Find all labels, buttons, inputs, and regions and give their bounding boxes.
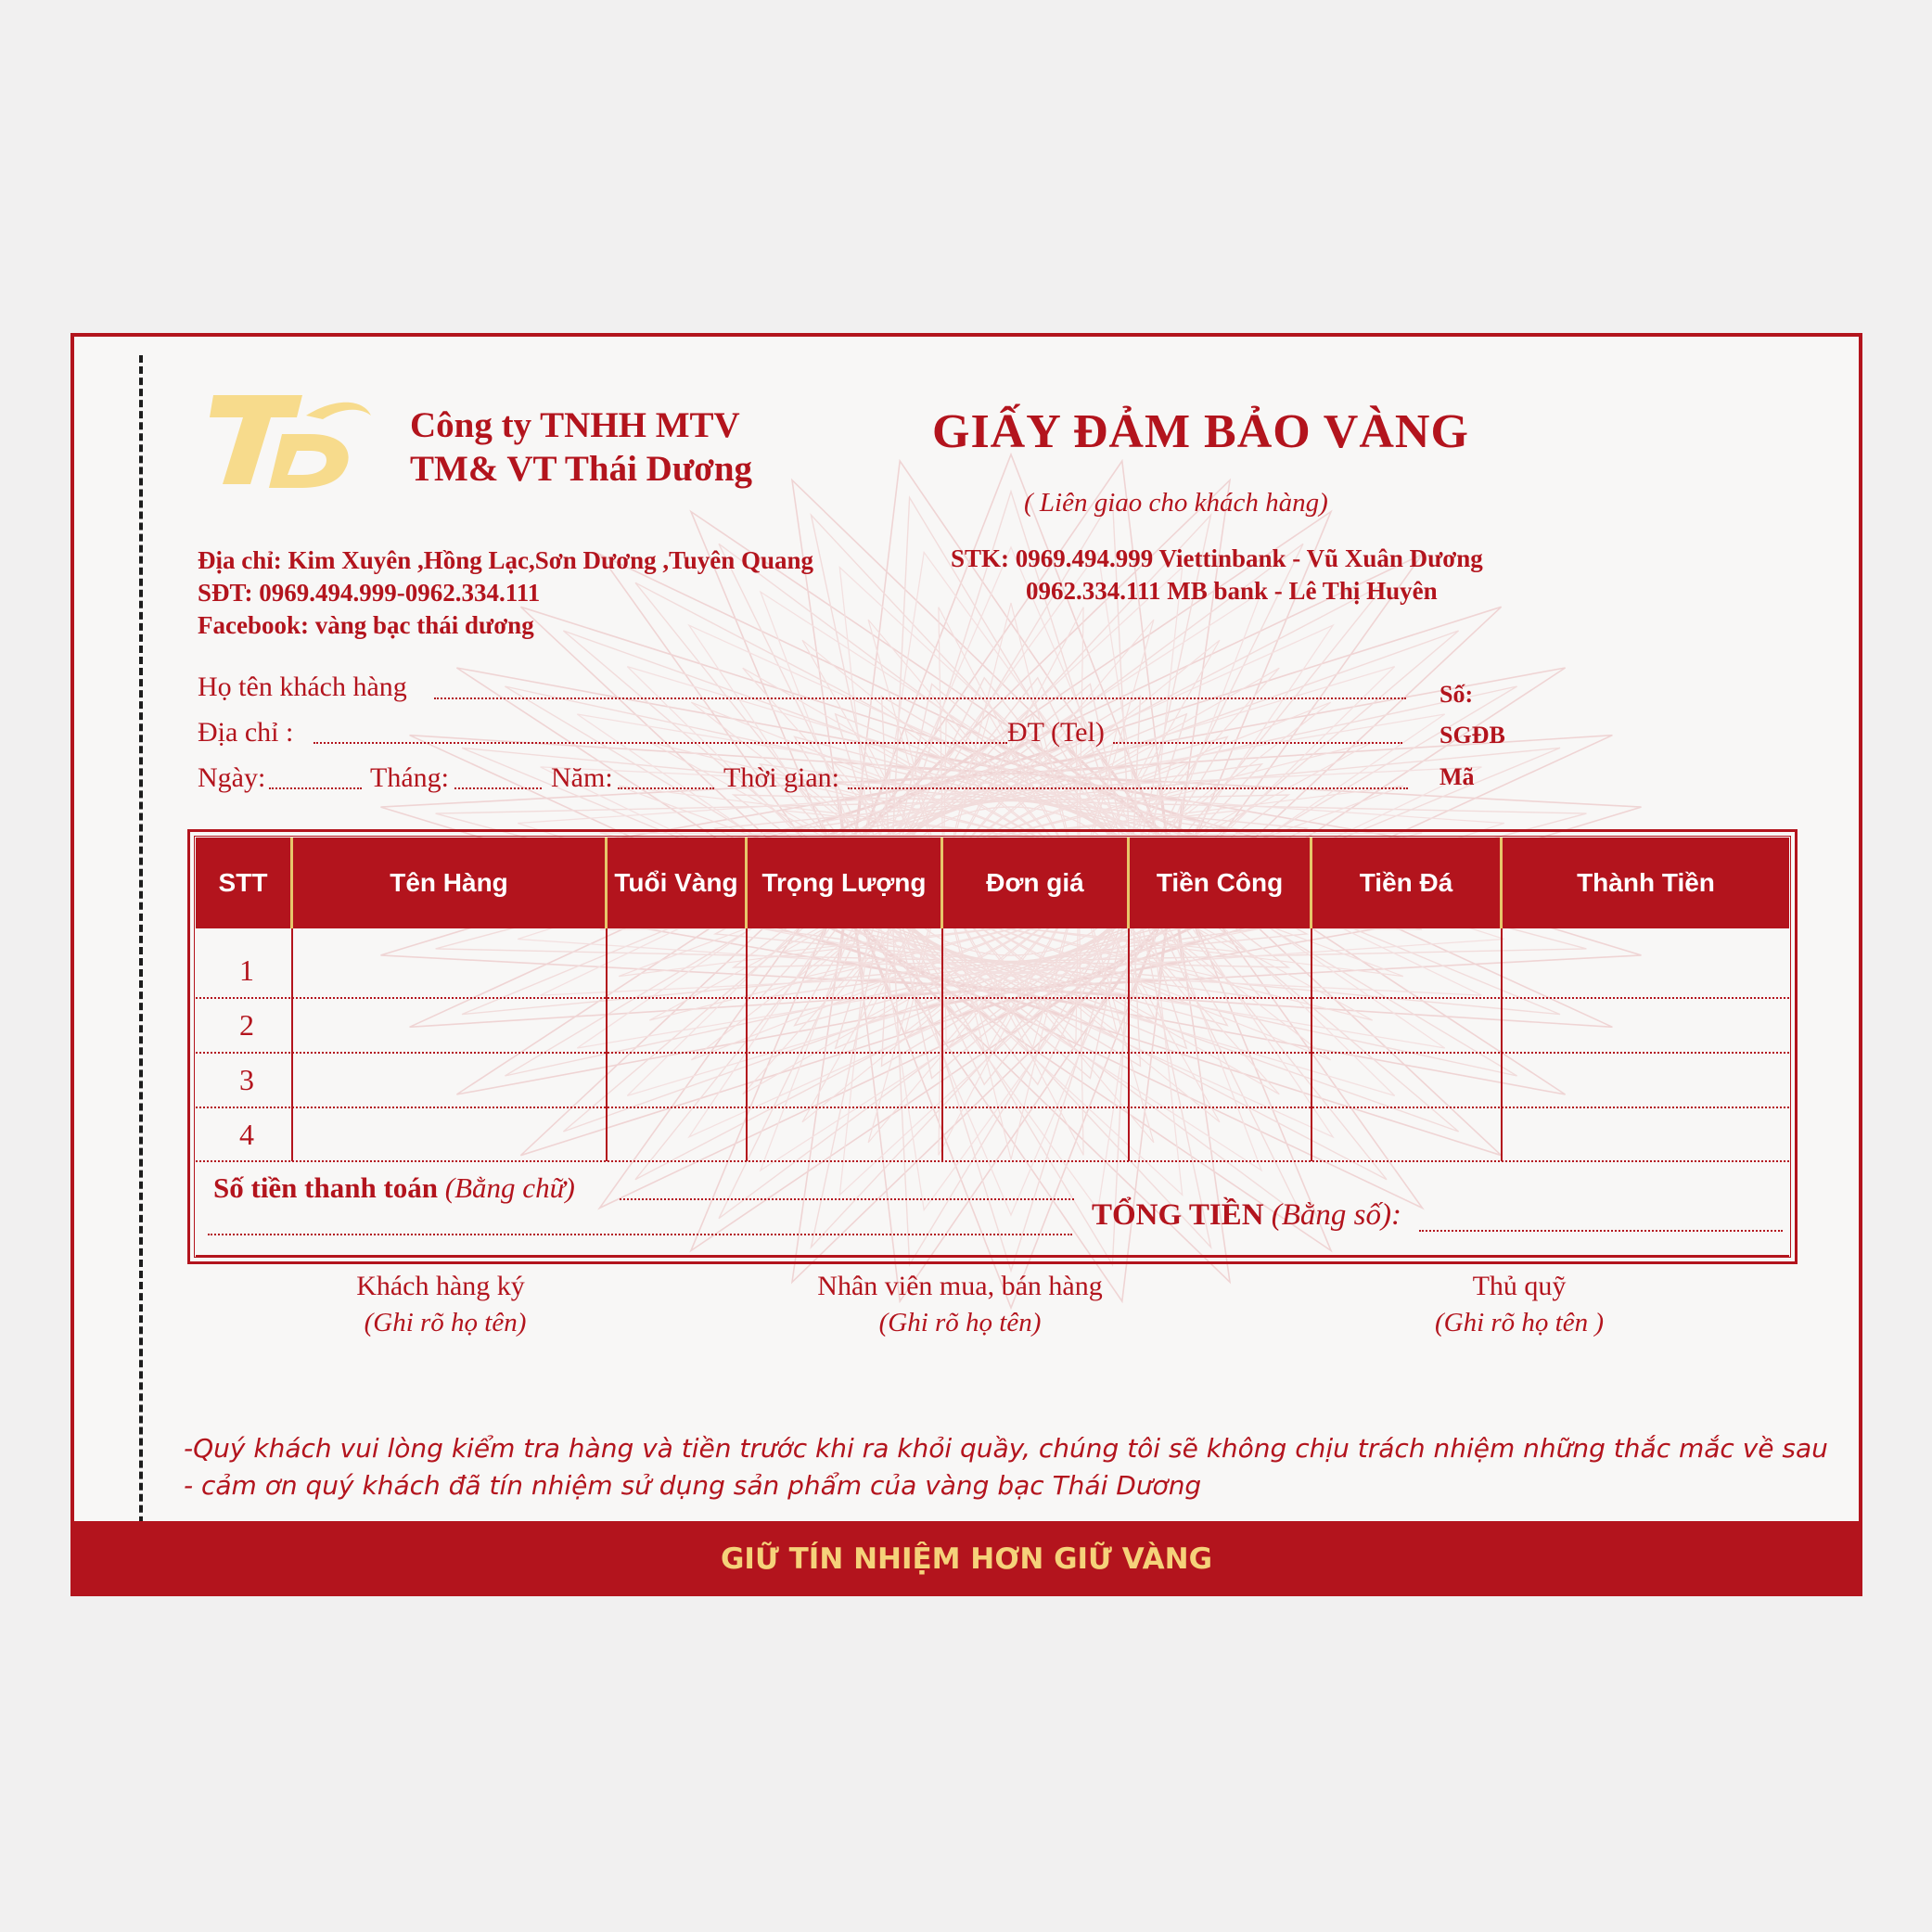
- year-label: Năm:: [551, 762, 613, 793]
- header-amount: Thành Tiền: [1577, 867, 1715, 897]
- code-label: Mã: [1439, 763, 1475, 790]
- month-label: Tháng:: [370, 762, 449, 793]
- header-stone-cost: Tiền Đá: [1359, 867, 1453, 897]
- column-divider: [1501, 928, 1503, 1161]
- signature-customer-title: Khách hàng ký: [356, 1271, 525, 1301]
- column-divider: [1311, 928, 1312, 1161]
- customer-name-input-line[interactable]: [434, 697, 1406, 699]
- header-separator: [940, 838, 943, 928]
- payment-words-input-line-2[interactable]: [208, 1234, 1072, 1235]
- signature-cashier-title: Thủ quỹ: [1472, 1271, 1567, 1301]
- document-number-label: Số:: [1439, 681, 1474, 708]
- footer-slogan: GIỮ TÍN NHIỆM HƠN GIỮ VÀNG: [720, 1542, 1213, 1576]
- header-weight: Trọng Lượng: [761, 867, 927, 897]
- header-stt: STT: [218, 867, 268, 897]
- company-phone: SĐT: 0969.494.999-0962.334.111: [198, 579, 541, 607]
- header-labor-cost: Tiền Công: [1156, 867, 1284, 897]
- column-divider: [606, 928, 608, 1161]
- address-label: Địa chỉ :: [198, 717, 294, 748]
- signature-staff-note: (Ghi rõ họ tên): [878, 1308, 1042, 1337]
- company-name-line2: TM& VT Thái Dương: [410, 449, 753, 489]
- row-divider: [196, 1107, 1789, 1108]
- signature-staff-title: Nhân viên mua, bán hàng: [817, 1271, 1103, 1301]
- time-input-line[interactable]: [848, 787, 1408, 789]
- td-monogram-logo: [206, 388, 373, 492]
- column-divider: [1128, 928, 1130, 1161]
- company-facebook: Facebook: vàng bạc thái dương: [198, 611, 534, 639]
- header-gold-purity: Tuổi Vàng: [614, 867, 738, 897]
- tel-input-line[interactable]: [1113, 742, 1402, 744]
- address-input-line[interactable]: [313, 742, 1007, 744]
- company-name-line1: Công ty TNHH MTV: [410, 405, 740, 445]
- day-input-line[interactable]: [269, 787, 362, 789]
- time-label: Thời gian:: [723, 762, 840, 793]
- table-row-number: 4: [239, 1118, 254, 1151]
- month-input-line[interactable]: [454, 787, 542, 789]
- note-line-1: -Quý khách vui lòng kiểm tra hàng và tiền trước khi ra khỏi quầy, chúng tôi sẽ không chịu trách nhiệm những thắc mắc về sau: [184, 1433, 1828, 1464]
- table-row-number: 1: [239, 953, 254, 987]
- year-input-line[interactable]: [618, 787, 714, 789]
- note-line-2: - cảm ơn quý khách đã tín nhiệm sử dụng sản phẩm của vàng bạc Thái Dương: [184, 1470, 1202, 1501]
- customer-name-label: Họ tên khách hàng: [198, 672, 407, 702]
- total-amount-input-line[interactable]: [1419, 1230, 1783, 1232]
- day-label: Ngày:: [198, 762, 266, 793]
- column-divider: [941, 928, 943, 1161]
- header-separator: [1500, 838, 1503, 928]
- row-divider: [196, 1160, 1789, 1162]
- row-divider: [196, 997, 1789, 999]
- document-subtitle: ( Liên giao cho khách hàng): [1024, 488, 1328, 518]
- bank-account-2: 0962.334.111 MB bank - Lê Thị Huyên: [1026, 577, 1438, 605]
- signature-cashier-note: (Ghi rõ họ tên ): [1434, 1308, 1605, 1337]
- row-divider: [196, 1052, 1789, 1054]
- payment-words-label: [213, 1171, 575, 1205]
- table-row-number: 2: [239, 1008, 254, 1042]
- total-amount-text: TỔNG TIỀN: [1092, 1198, 1264, 1232]
- column-divider: [746, 928, 748, 1161]
- total-amount-label: [1092, 1198, 1401, 1233]
- payment-words-note: (Bằng chữ): [444, 1171, 575, 1204]
- bank-account-1: STK: 0969.494.999 Viettinbank - Vũ Xuân Dương: [951, 544, 1483, 572]
- table-row-number: 3: [239, 1063, 254, 1096]
- header-separator: [605, 838, 608, 928]
- signature-customer-note: (Ghi rõ họ tên): [364, 1308, 527, 1337]
- header-separator: [1310, 838, 1312, 928]
- header-separator: [1127, 838, 1130, 928]
- document-title: GIẤY ĐẢM BẢO VÀNG: [932, 405, 1469, 458]
- company-address: Địa chỉ: Kim Xuyên ,Hồng Lạc,Sơn Dương ,Tuyên Quang: [198, 546, 813, 574]
- sgdb-label: SGĐB: [1439, 722, 1505, 748]
- header-separator: [290, 838, 293, 928]
- total-amount-note: (Bằng số):: [1271, 1198, 1401, 1232]
- perforation-line: [139, 355, 143, 1580]
- payment-words-input-line[interactable]: [620, 1198, 1074, 1200]
- tel-label: ĐT (Tel): [1007, 717, 1105, 748]
- header-item-name: Tên Hàng: [390, 867, 508, 897]
- payment-words-text: Số tiền thanh toán: [213, 1171, 439, 1204]
- header-unit-price: Đơn giá: [986, 867, 1084, 897]
- table-bottom-rule: [196, 1255, 1789, 1257]
- header-separator: [745, 838, 748, 928]
